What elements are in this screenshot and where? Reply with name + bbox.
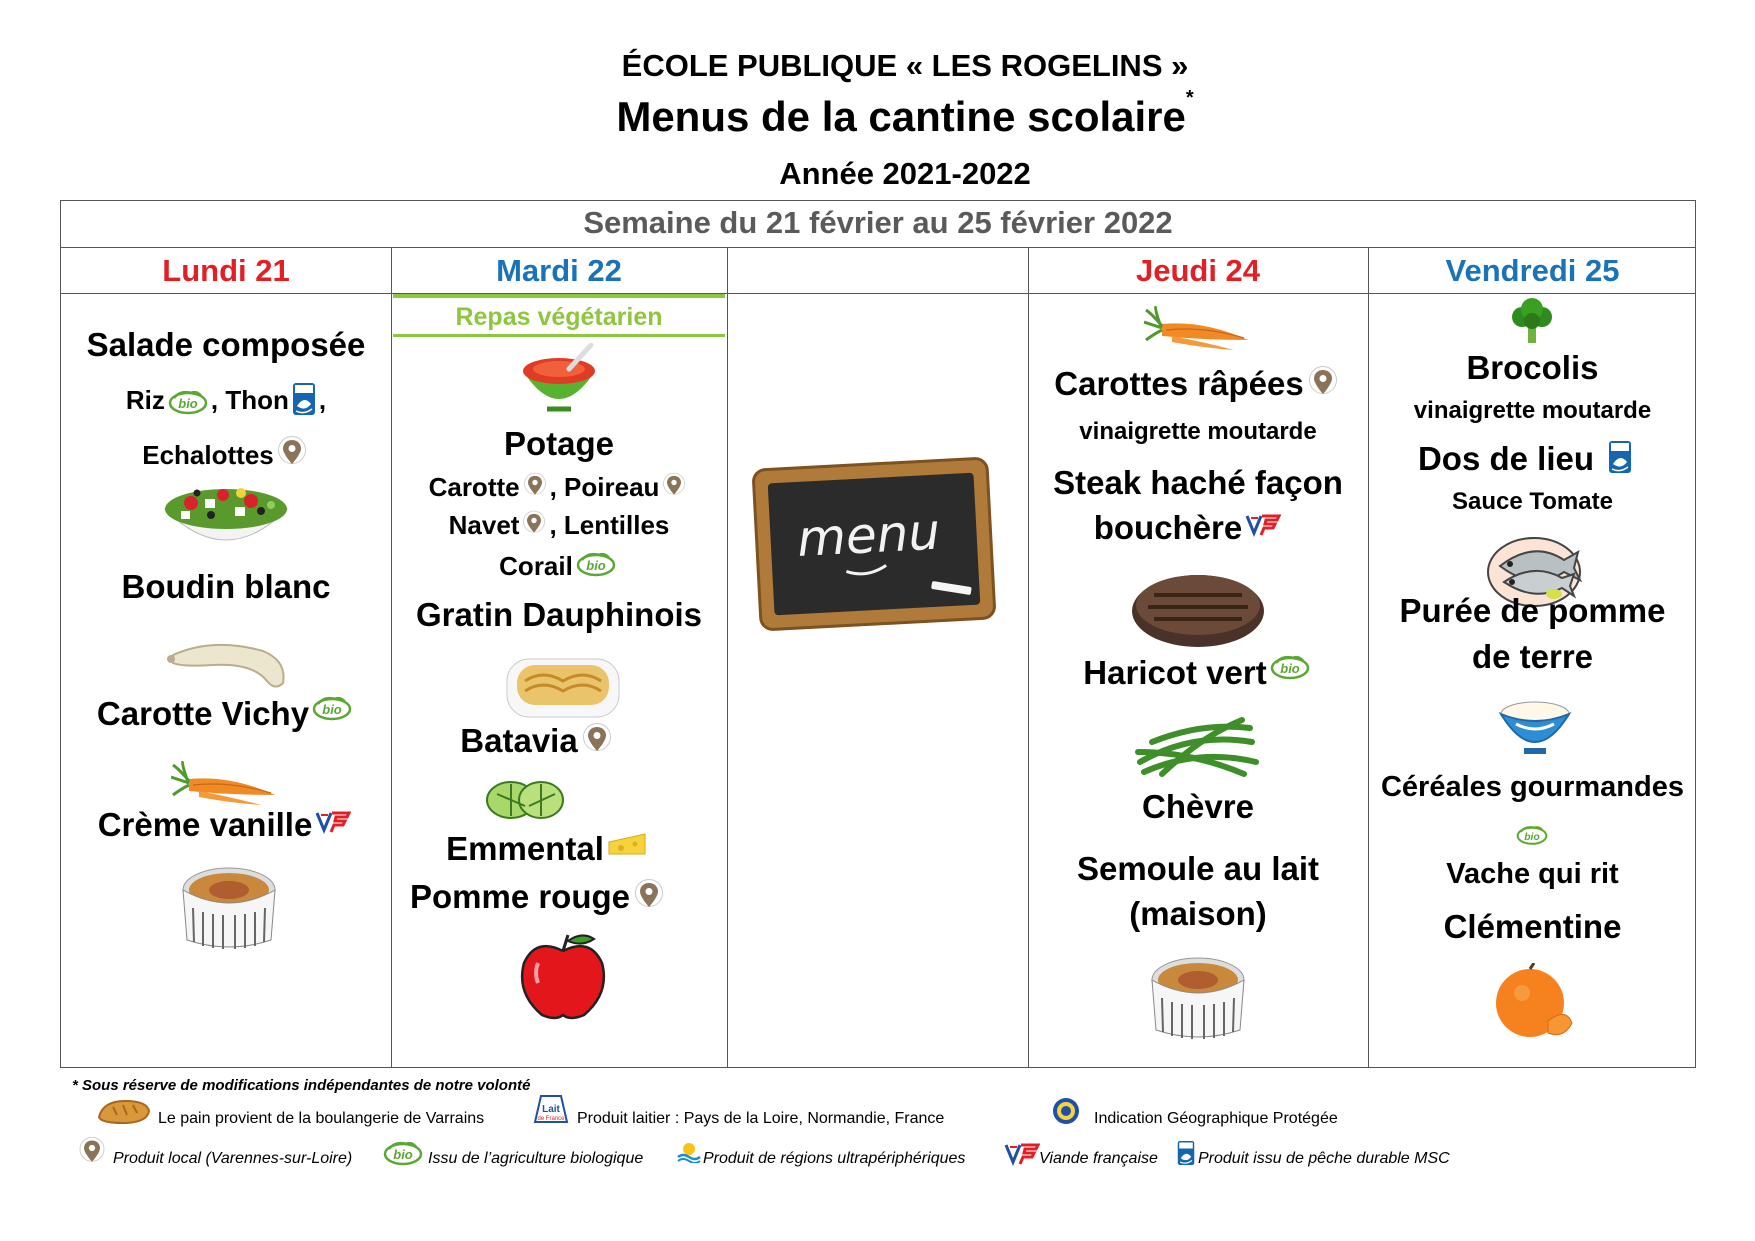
bio-badge-icon [312, 695, 352, 721]
lettuce-icon [485, 770, 565, 826]
green-beans-icon [1132, 712, 1262, 782]
school-year: Année 2021-2022 [779, 156, 1031, 191]
day-monday: Lundi 21 [162, 253, 290, 288]
bouchere-label: bouchère [1093, 509, 1243, 546]
local-product-pin-icon [523, 472, 547, 500]
igp-seal-icon [1052, 1097, 1080, 1125]
corail-label: Corail [499, 551, 573, 581]
legend-igp: Indication Géographique Protégée [1094, 1110, 1338, 1127]
monday-starter-detail-2 [61, 435, 391, 471]
thursday-side [1028, 654, 1368, 692]
clementine-icon [1492, 963, 1576, 1039]
thursday-dessert-line1: Semoule au lait [1076, 850, 1320, 887]
legend-local: Produit local (Varennes-sur-Loire) [113, 1150, 353, 1167]
tuesday-starter-detail-1 [391, 472, 727, 503]
lait-badge-subtext: de France [537, 1116, 565, 1122]
red-apple-icon [516, 931, 610, 1021]
day-tuesday: Mardi 22 [496, 253, 622, 288]
carotte-vichy-label: Carotte Vichy [96, 695, 310, 732]
comma: , [318, 385, 327, 415]
msc-fish-icon [1608, 440, 1632, 474]
cheese-icon [607, 830, 647, 858]
msc-fish-icon [1177, 1140, 1195, 1166]
bread-icon [95, 1097, 151, 1125]
carotte-label: Carotte [428, 472, 520, 502]
friday-main-sauce: Sauce Tomate [1452, 488, 1613, 515]
thursday-dessert-line2: (maison) [1129, 895, 1267, 932]
viande-francaise-icon [1004, 1142, 1040, 1166]
school-name: ÉCOLE PUBLIQUE « LES ROGELINS » [621, 48, 1189, 83]
thursday-cheese: Chèvre [1142, 788, 1254, 825]
legend-bread: Le pain provient de la boulangerie de Varrains [158, 1110, 485, 1127]
vegetarian-label: Repas végétarien [455, 303, 663, 331]
bio-badge-icon [383, 1140, 423, 1166]
title-footnote-mark: * [1185, 87, 1194, 109]
page-title [0, 87, 1755, 141]
thursday-starter-sauce: vinaigrette moutarde [1079, 418, 1317, 445]
lait-icon [531, 1092, 571, 1128]
tuesday-column [391, 294, 727, 1067]
legend-msc: Produit issu de pêche durable MSC [1198, 1150, 1450, 1167]
local-product-pin-icon [1307, 365, 1339, 401]
bio-badge-icon [1516, 824, 1548, 846]
broccoli-icon [1508, 297, 1556, 345]
wednesday-column [727, 294, 1028, 1067]
thursday-starter [1028, 365, 1368, 403]
monday-main: Boudin blanc [121, 568, 331, 605]
regions-sun-icon [677, 1141, 701, 1163]
emmental-label: Emmental [446, 830, 604, 867]
gratin-dish-icon [503, 651, 623, 723]
navet-label: Navet [448, 510, 520, 540]
tuesday-dessert [351, 878, 727, 916]
monday-starter-detail-1 [61, 382, 391, 416]
footnote: * Sous réserve de modifications indépendantes de notre volonté [72, 1077, 531, 1094]
riz-label: Riz [125, 385, 165, 415]
legend-bio: Issu de l’agriculture biologique [428, 1150, 644, 1167]
viande-francaise-icon [1245, 513, 1281, 537]
friday-main [1356, 440, 1697, 478]
friday-column [1368, 294, 1697, 1067]
local-product-pin-icon [522, 510, 546, 538]
local-product-pin-icon [633, 878, 665, 914]
friday-side-line1: Purée de pomme [1399, 592, 1666, 629]
menu-table [60, 200, 1696, 1068]
mashed-potato-bowl-icon [1496, 694, 1574, 758]
chalkboard-text: menu [795, 502, 942, 568]
friday-starter: Brocolis [1466, 349, 1599, 386]
custard-ramekin-icon [179, 862, 279, 952]
tuesday-cheese [369, 830, 727, 868]
thon-label: , Thon [210, 385, 289, 415]
local-product-pin-icon [277, 435, 307, 471]
monday-dessert [61, 806, 391, 844]
monday-column [61, 294, 391, 1067]
monday-side [61, 695, 391, 733]
local-product-pin-icon [581, 722, 613, 758]
friday-cheese: Vache qui rit [1446, 858, 1619, 890]
tuesday-starter-detail-3 [391, 551, 727, 582]
pomme-rouge-label: Pomme rouge [409, 878, 631, 915]
legend-dairy: Produit laitier : Pays de la Loire, Normandie, France [577, 1110, 945, 1127]
dos-de-lieu-label: Dos de lieu [1417, 440, 1595, 477]
batavia-label: Batavia [460, 722, 578, 759]
carrot-icon [171, 761, 281, 811]
lait-badge-text: Lait [542, 1104, 560, 1115]
chalkboard-icon [749, 454, 999, 634]
local-product-pin-icon [662, 472, 686, 500]
tuesday-salad [349, 722, 727, 760]
monday-starter: Salade composée [86, 326, 366, 363]
day-thursday: Jeudi 24 [1135, 253, 1261, 288]
week-title: Semaine du 21 février au 25 février 2022 [583, 205, 1173, 240]
white-sausage-icon [163, 635, 293, 695]
tuesday-starter: Potage [503, 425, 615, 462]
bio-badge-icon [168, 389, 208, 415]
bio-badge-icon [576, 551, 616, 577]
friday-side-line2: de terre [1471, 638, 1594, 675]
mixed-salad-icon [161, 471, 291, 561]
vegetarian-banner [393, 294, 725, 337]
thursday-column [1028, 294, 1368, 1067]
poireau-label: , Poireau [549, 472, 660, 502]
thursday-main-line1: Steak haché façon [1053, 464, 1343, 501]
carrot-icon [1144, 306, 1254, 356]
title-text: Menus de la cantine scolaire [616, 93, 1186, 140]
creme-vanille-label: Crème vanille [97, 806, 313, 843]
friday-cereal: Céréales gourmandes [1380, 771, 1684, 803]
legend-regions: Produit de régions ultrapériphériques [703, 1150, 966, 1167]
bio-badge-icon [1270, 654, 1310, 680]
legend-meat: Viande française [1039, 1150, 1158, 1167]
friday-dessert: Clémentine [1443, 908, 1622, 945]
table-divider [61, 247, 1695, 248]
lentilles-label: , Lentilles [549, 510, 670, 540]
local-product-pin-icon [78, 1136, 106, 1168]
carottes-rapees-label: Carottes râpées [1054, 365, 1304, 402]
thursday-main-line2 [1010, 509, 1368, 547]
tuesday-main: Gratin Dauphinois [415, 596, 702, 633]
echalottes-label: Echalottes [142, 440, 274, 470]
custard-ramekin-icon [1148, 952, 1248, 1042]
soup-bowl-icon [519, 343, 599, 415]
msc-fish-icon [292, 382, 316, 416]
day-friday: Vendredi 25 [1445, 253, 1620, 288]
tuesday-starter-detail-2 [391, 510, 727, 541]
viande-francaise-icon [315, 810, 351, 834]
friday-starter-sauce: vinaigrette moutarde [1413, 397, 1652, 424]
haricot-vert-label: Haricot vert [1083, 654, 1267, 691]
burger-steak-icon [1128, 565, 1268, 651]
